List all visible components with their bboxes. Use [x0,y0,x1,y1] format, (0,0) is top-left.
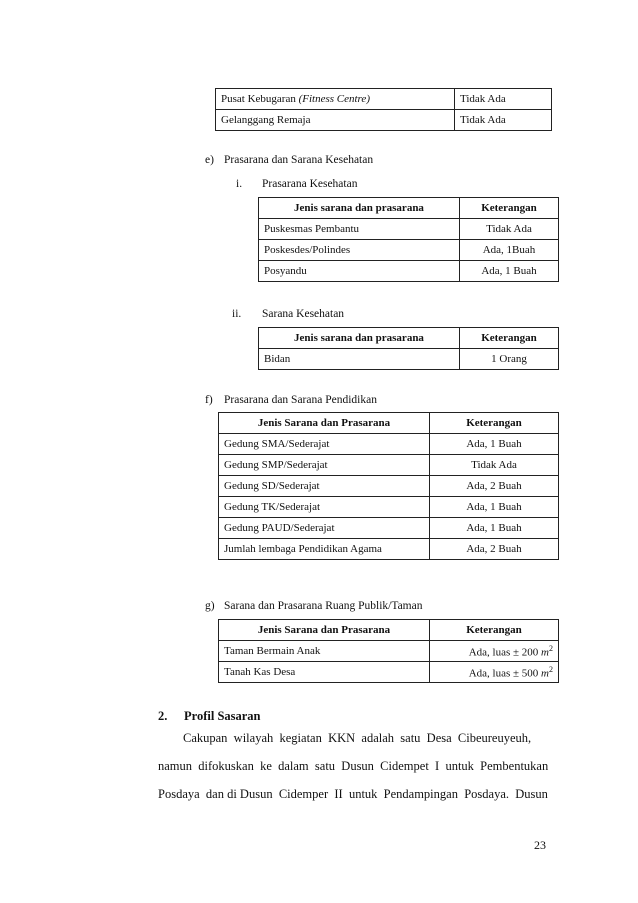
table-row [259,219,559,240]
area-unit: m [541,646,549,659]
column-header: Jenis sarana dan prasarana [259,328,460,349]
section-e-title: Prasarana dan Sarana Kesehatan [224,154,374,166]
table-row [216,89,552,110]
column-header: Keterangan [460,198,559,219]
area-unit: m [541,667,549,680]
section-2-number: 2. [158,709,168,723]
table-header-row [219,620,559,641]
area-value: Ada, luas ± 500 [468,667,542,680]
table-cell: Bidan [259,349,460,370]
table-row [259,261,559,282]
table-row [259,240,559,261]
table-cell: Gedung PAUD/Sederajat [219,518,430,539]
table-cell: Ada, 1 Buah [430,434,559,455]
table-row [219,539,559,560]
table-cell: Tidak Ada [455,89,552,110]
table-cell: Jumlah lembaga Pendidikan Agama [219,539,430,560]
table-row [259,349,559,370]
column-header: Jenis Sarana dan Prasarana [219,620,430,641]
table-cell: 1 Orang [460,349,559,370]
column-header: Keterangan [460,328,559,349]
section-g-label: g) [205,600,215,612]
table-row [216,110,552,131]
table-cell: Gedung TK/Sederajat [219,497,430,518]
table-row [219,455,559,476]
column-header: Jenis sarana dan prasarana [259,198,460,219]
sub-ii-title: Sarana Kesehatan [262,308,345,320]
table-cell: Ada, 1 Buah [430,518,559,539]
table-cell [430,662,559,683]
table-header-row [219,413,559,434]
table-cell: Tanah Kas Desa [219,662,430,683]
table-row [219,518,559,539]
column-header: Jenis Sarana dan Prasarana [219,413,430,434]
table-cell: Posyandu [259,261,460,282]
sub-i-title: Prasarana Kesehatan [262,178,358,190]
table-cell: Ada, 1Buah [460,240,559,261]
paragraph-line-1: Cakupan wilayah kegiatan KKN adalah satu Desa Cibeureuyeuh, [183,731,532,745]
paragraph-line-3: Posdaya dan di Dusun Cidemper II untuk Pendampingan Posdaya. Dusun [158,787,548,801]
table-cell: Ada, 1 Buah [460,261,559,282]
table-prasarana-kesehatan [258,197,559,282]
table-ruang-publik [218,619,559,683]
table-row [219,662,559,683]
table-cell: Tidak Ada [430,455,559,476]
sub-ii-label: ii. [232,308,242,320]
section-2-title: Profil Sasaran [184,709,261,723]
table-cell: Taman Bermain Anak [219,641,430,662]
table-row [219,641,559,662]
section-e-label: e) [205,154,214,166]
table-cell: Tidak Ada [455,110,552,131]
area-exponent: 2 [549,664,553,674]
table-header-row [259,328,559,349]
facility-name: Gelanggang Remaja [221,114,311,126]
table-row [219,476,559,497]
table-cell: Gedung SMA/Sederajat [219,434,430,455]
area-value: Ada, luas ± 200 [468,646,542,659]
table-cell [430,641,559,662]
table-row [219,434,559,455]
column-header: Keterangan [430,620,559,641]
table-cell [216,110,455,131]
table-cell: Gedung SD/Sederajat [219,476,430,497]
section-g-title: Sarana dan Prasarana Ruang Publik/Taman [224,600,423,612]
page-number: 23 [534,838,546,852]
paragraph-line-2: namun difokuskan ke dalam satu Dusun Cidempet I untuk Pembentukan [158,759,549,773]
table-cell: Poskesdes/Polindes [259,240,460,261]
table-cell [216,89,455,110]
column-header: Keterangan [430,413,559,434]
area-exponent: 2 [549,643,553,653]
table-cell: Ada, 1 Buah [430,497,559,518]
table-cell: Ada, 2 Buah [430,476,559,497]
facility-name: Pusat Kebugaran [221,93,299,105]
table-recreation [215,88,552,131]
section-f-title: Prasarana dan Sarana Pendidikan [224,394,377,406]
section-f-label: f) [205,394,213,406]
table-pendidikan [218,412,559,560]
facility-name-italic: (Fitness Centre) [298,93,370,105]
table-row [219,497,559,518]
sub-i-label: i. [236,178,243,190]
table-cell: Ada, 2 Buah [430,539,559,560]
table-header-row [259,198,559,219]
table-sarana-kesehatan [258,327,559,370]
table-cell: Tidak Ada [460,219,559,240]
table-cell: Puskesmas Pembantu [259,219,460,240]
table-cell: Gedung SMP/Sederajat [219,455,430,476]
